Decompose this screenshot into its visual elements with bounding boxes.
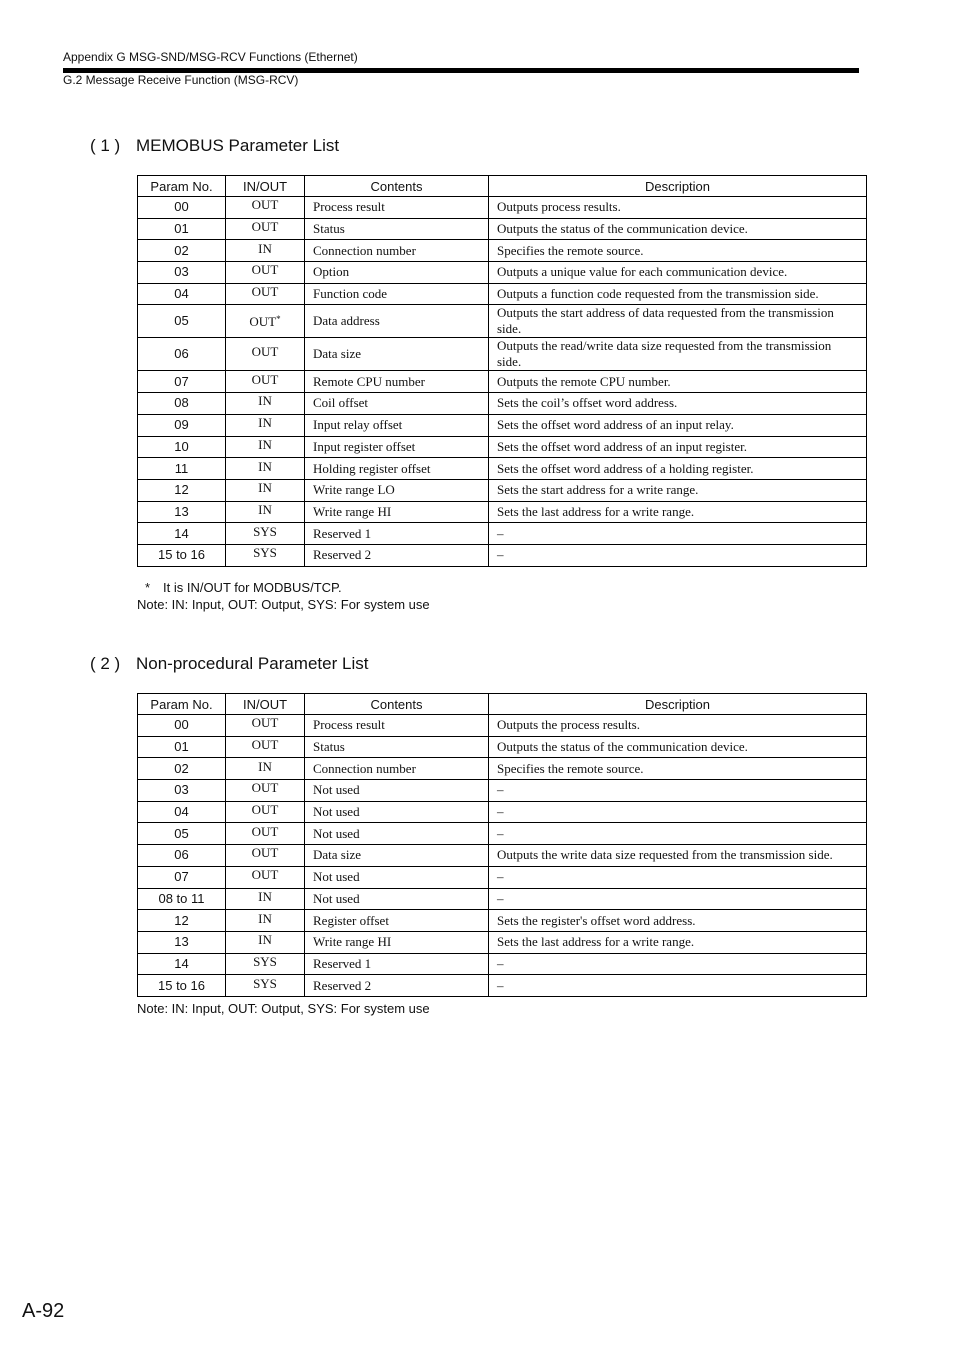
inout-cell (226, 305, 305, 338)
table-row (138, 910, 867, 932)
description-cell: – (489, 544, 867, 566)
contents-cell: Remote CPU number (305, 371, 489, 393)
inout-cell (226, 523, 305, 545)
inout-cell (226, 845, 305, 867)
footnote-mark: * (145, 580, 151, 595)
table-header-row (138, 694, 867, 715)
param-cell: 01 (138, 218, 226, 240)
contents-cell: Process result (305, 197, 489, 219)
column-header-inout: IN/OUT (226, 694, 305, 715)
memobus-parameter-table (137, 175, 867, 567)
description-cell: Outputs the start address of data requested from the transmission side. (489, 305, 867, 338)
description-cell: Sets the coil’s offset word address. (489, 393, 867, 415)
table-row (138, 715, 867, 737)
inout-value: IN (258, 393, 272, 409)
inout-cell (226, 501, 305, 523)
column-header-param: Param No. (138, 176, 226, 197)
inout-cell (226, 780, 305, 802)
table-row (138, 371, 867, 393)
contents-cell: Reserved 1 (305, 953, 489, 975)
table-row (138, 801, 867, 823)
section1-heading (90, 136, 339, 156)
inout-value: SYS (253, 523, 277, 539)
contents-cell: Connection number (305, 758, 489, 780)
contents-cell: Holding register offset (305, 458, 489, 480)
param-cell: 15 to 16 (138, 544, 226, 566)
description-cell: Sets the offset word address of a holding register. (489, 458, 867, 480)
inout-cell (226, 758, 305, 780)
param-cell: 14 (138, 523, 226, 545)
inout-cell (226, 953, 305, 975)
contents-cell: Not used (305, 801, 489, 823)
inout-value: IN (258, 240, 272, 256)
table-row (138, 823, 867, 845)
table-row (138, 523, 867, 545)
contents-cell: Register offset (305, 910, 489, 932)
description-cell: Outputs the read/write data size requested from the transmission side. (489, 338, 867, 371)
page-number: A-92 (22, 1300, 65, 1322)
inout-cell (226, 197, 305, 219)
description-cell: Outputs process results. (489, 197, 867, 219)
contents-cell: Not used (305, 780, 489, 802)
contents-cell: Connection number (305, 240, 489, 262)
description-cell: Outputs the process results. (489, 715, 867, 737)
param-cell: 02 (138, 758, 226, 780)
contents-cell: Write range LO (305, 479, 489, 501)
inout-value: OUT (251, 344, 279, 360)
param-cell: 00 (138, 715, 226, 737)
contents-cell: Coil offset (305, 393, 489, 415)
description-cell: Sets the last address for a write range. (489, 931, 867, 953)
footnote (145, 580, 342, 595)
running-header-section: G.2 Message Receive Function (MSG-RCV) (63, 73, 299, 87)
contents-cell: Status (305, 218, 489, 240)
inout-value: OUT (251, 867, 279, 883)
contents-cell: Process result (305, 715, 489, 737)
inout-cell (226, 931, 305, 953)
param-cell: 04 (138, 801, 226, 823)
description-cell: – (489, 953, 867, 975)
description-cell: Outputs a function code requested from the transmission side. (489, 283, 867, 305)
inout-value: OUT (251, 371, 279, 387)
inout-cell (226, 801, 305, 823)
inout-cell (226, 479, 305, 501)
inout-cell (226, 338, 305, 371)
contents-cell: Not used (305, 823, 489, 845)
param-cell: 04 (138, 283, 226, 305)
param-cell: 13 (138, 931, 226, 953)
column-header-description: Description (489, 176, 867, 197)
inout-value: OUT (251, 780, 279, 796)
footnote-text: It is IN/OUT for MODBUS/TCP. (163, 580, 342, 595)
table-row (138, 931, 867, 953)
inout-cell (226, 240, 305, 262)
inout-cell (226, 414, 305, 436)
description-cell: – (489, 823, 867, 845)
description-cell: – (489, 888, 867, 910)
inout-value: IN (258, 910, 272, 926)
table-row (138, 305, 867, 338)
description-cell: Sets the last address for a write range. (489, 501, 867, 523)
section2-note: Note: IN: Input, OUT: Output, SYS: For system use (137, 1001, 430, 1016)
inout-cell (226, 823, 305, 845)
param-cell: 08 to 11 (138, 888, 226, 910)
contents-cell: Data size (305, 845, 489, 867)
table-row (138, 414, 867, 436)
table-row (138, 736, 867, 758)
contents-cell: Not used (305, 866, 489, 888)
table-row (138, 218, 867, 240)
inout-cell (226, 975, 305, 997)
param-cell: 12 (138, 910, 226, 932)
footnote-marker: * (276, 314, 281, 325)
inout-cell (226, 393, 305, 415)
contents-cell: Not used (305, 888, 489, 910)
contents-cell: Data size (305, 338, 489, 371)
non-procedural-parameter-table (137, 693, 867, 997)
description-cell: – (489, 975, 867, 997)
inout-value: IN (258, 436, 272, 452)
description-cell: – (489, 780, 867, 802)
inout-value: OUT (251, 845, 279, 861)
param-cell: 15 to 16 (138, 975, 226, 997)
contents-cell: Reserved 2 (305, 544, 489, 566)
param-cell: 03 (138, 262, 226, 284)
description-cell: – (489, 801, 867, 823)
contents-cell: Reserved 1 (305, 523, 489, 545)
table-row (138, 866, 867, 888)
inout-value: SYS (253, 953, 277, 969)
table-row (138, 240, 867, 262)
contents-cell: Write range HI (305, 931, 489, 953)
description-cell: Specifies the remote source. (489, 758, 867, 780)
table-row (138, 953, 867, 975)
table-row (138, 975, 867, 997)
param-cell: 14 (138, 953, 226, 975)
table-row (138, 758, 867, 780)
inout-cell (226, 544, 305, 566)
param-cell: 13 (138, 501, 226, 523)
column-header-param: Param No. (138, 694, 226, 715)
description-cell: Sets the offset word address of an input register. (489, 436, 867, 458)
inout-cell (226, 458, 305, 480)
param-cell: 07 (138, 371, 226, 393)
param-cell: 05 (138, 305, 226, 338)
table-row (138, 262, 867, 284)
inout-cell (226, 218, 305, 240)
inout-value: SYS (253, 975, 277, 991)
inout-value: OUT (251, 262, 279, 278)
param-cell: 00 (138, 197, 226, 219)
table-row (138, 780, 867, 802)
inout-cell (226, 262, 305, 284)
inout-value: IN (258, 415, 272, 431)
description-cell: – (489, 523, 867, 545)
table-header-row (138, 176, 867, 197)
section1-number: ( 1 ) (90, 136, 121, 155)
inout-cell (226, 888, 305, 910)
inout-value: OUT (251, 802, 279, 818)
inout-value: IN (258, 888, 272, 904)
inout-value: OUT (251, 823, 279, 839)
param-cell: 06 (138, 845, 226, 867)
param-cell: 02 (138, 240, 226, 262)
table-row (138, 501, 867, 523)
column-header-contents: Contents (305, 176, 489, 197)
description-cell: Outputs the remote CPU number. (489, 371, 867, 393)
inout-value: OUT (251, 737, 279, 753)
section1-note: Note: IN: Input, OUT: Output, SYS: For system use (137, 597, 430, 612)
param-cell: 08 (138, 393, 226, 415)
contents-cell: Data address (305, 305, 489, 338)
description-cell: Outputs the write data size requested from the transmission side. (489, 845, 867, 867)
table-row (138, 479, 867, 501)
param-cell: 12 (138, 479, 226, 501)
inout-value: SYS (253, 545, 277, 561)
section2-heading (90, 654, 368, 674)
param-cell: 05 (138, 823, 226, 845)
table-row (138, 393, 867, 415)
inout-cell (226, 715, 305, 737)
inout-value: IN (258, 480, 272, 496)
param-cell: 07 (138, 866, 226, 888)
description-cell: Outputs the status of the communication device. (489, 218, 867, 240)
contents-cell: Input relay offset (305, 414, 489, 436)
table-row (138, 845, 867, 867)
param-cell: 06 (138, 338, 226, 371)
contents-cell: Status (305, 736, 489, 758)
param-cell: 01 (138, 736, 226, 758)
inout-cell (226, 866, 305, 888)
column-header-description: Description (489, 694, 867, 715)
inout-value: OUT (249, 313, 277, 329)
inout-value: OUT (251, 219, 279, 235)
inout-cell (226, 283, 305, 305)
table-row (138, 338, 867, 371)
table-row (138, 544, 867, 566)
inout-value: OUT (251, 284, 279, 300)
description-cell: Sets the register's offset word address. (489, 910, 867, 932)
inout-value: IN (258, 758, 272, 774)
param-cell: 10 (138, 436, 226, 458)
contents-cell: Option (305, 262, 489, 284)
param-cell: 11 (138, 458, 226, 480)
param-cell: 09 (138, 414, 226, 436)
contents-cell: Function code (305, 283, 489, 305)
inout-value: IN (258, 501, 272, 517)
inout-cell (226, 436, 305, 458)
column-header-contents: Contents (305, 694, 489, 715)
param-cell: 03 (138, 780, 226, 802)
description-cell: Outputs the status of the communication device. (489, 736, 867, 758)
section1-title: MEMOBUS Parameter List (136, 136, 340, 155)
table-row (138, 283, 867, 305)
table-row (138, 458, 867, 480)
description-cell: – (489, 866, 867, 888)
inout-cell (226, 910, 305, 932)
section2-number: ( 2 ) (90, 654, 121, 673)
table-row (138, 436, 867, 458)
contents-cell: Reserved 2 (305, 975, 489, 997)
section2-title: Non-procedural Parameter List (136, 654, 369, 673)
inout-value: OUT (251, 715, 279, 731)
inout-value: OUT (251, 197, 279, 213)
column-header-inout: IN/OUT (226, 176, 305, 197)
table-row (138, 888, 867, 910)
contents-cell: Input register offset (305, 436, 489, 458)
description-cell: Outputs a unique value for each communication device. (489, 262, 867, 284)
inout-value: IN (258, 932, 272, 948)
description-cell: Sets the offset word address of an input relay. (489, 414, 867, 436)
inout-cell (226, 371, 305, 393)
description-cell: Sets the start address for a write range. (489, 479, 867, 501)
contents-cell: Write range HI (305, 501, 489, 523)
description-cell: Specifies the remote source. (489, 240, 867, 262)
running-header-chapter: Appendix G MSG-SND/MSG-RCV Functions (Ethernet) (63, 50, 358, 64)
inout-value: IN (258, 458, 272, 474)
table-row (138, 197, 867, 219)
inout-cell (226, 736, 305, 758)
